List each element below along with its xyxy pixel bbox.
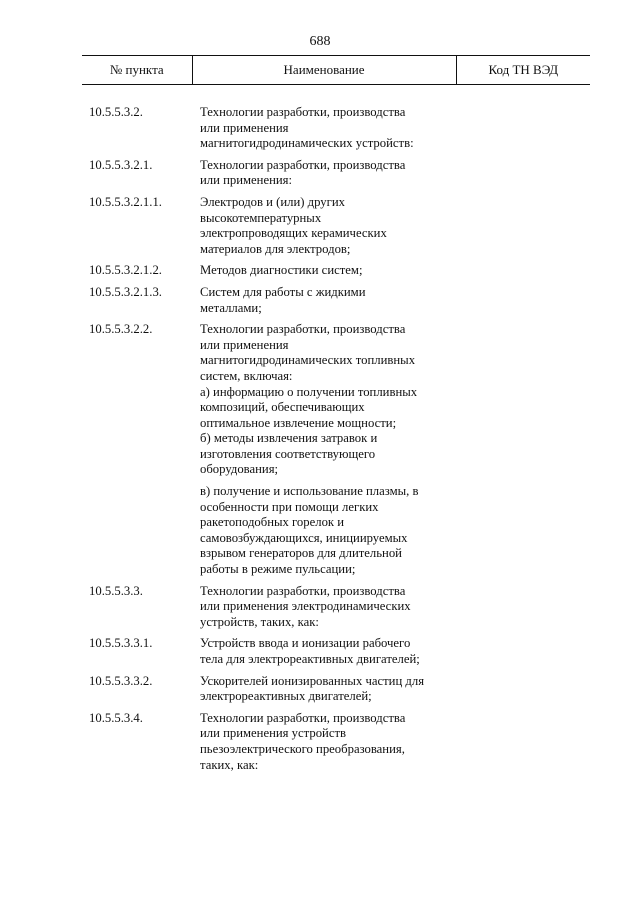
- item-number: 10.5.5.3.3.2.: [89, 673, 153, 688]
- table-row: [0, 195, 640, 257]
- item-name: [200, 105, 460, 152]
- item-name: [200, 674, 460, 705]
- item-name-line: или применения:: [200, 173, 293, 188]
- item-name-line: систем, включая:: [200, 368, 293, 383]
- item-name-line: а) информацию о получении топливных: [200, 384, 418, 399]
- item-name-line: Устройств ввода и ионизации рабочего: [200, 636, 411, 651]
- table-row: [0, 285, 640, 316]
- item-name-line: материалов для электродов;: [200, 241, 351, 256]
- item-number: 10.5.5.3.2.2.: [89, 322, 153, 337]
- item-number: 10.5.5.3.3.: [89, 583, 143, 598]
- item-name-line: Электродов и (или) других: [200, 194, 345, 209]
- item-name-line: ракетоподобных горелок и: [200, 515, 345, 530]
- item-name: [200, 263, 460, 279]
- item-name-paragraph: [200, 263, 460, 279]
- table-row: [0, 105, 640, 152]
- item-name-line: или применения электродинамических: [200, 599, 411, 614]
- item-name: [200, 636, 460, 667]
- item-name: [200, 322, 460, 578]
- item-name-paragraph: [200, 158, 460, 189]
- item-name-line: оптимальное извлечение мощности;: [200, 415, 397, 430]
- item-name-line: изготовления соответствующего: [200, 446, 376, 461]
- item-name: [200, 285, 460, 316]
- table-row: [0, 322, 640, 578]
- table-body: [0, 105, 640, 779]
- item-number: 10.5.5.3.2.1.3.: [89, 284, 162, 299]
- table-row: [0, 636, 640, 667]
- item-name-paragraph: [200, 105, 460, 152]
- item-number: 10.5.5.3.4.: [89, 710, 143, 725]
- item-name: [200, 158, 460, 189]
- item-name-line: высокотемпературных: [200, 210, 322, 225]
- table-row: [0, 158, 640, 189]
- item-name-paragraph: [200, 285, 460, 316]
- item-name: [200, 195, 460, 257]
- item-name-line: тела для электрореактивных двигателей;: [200, 652, 420, 666]
- item-name-paragraph: [200, 674, 460, 705]
- item-name-line: магнитогидродинамических устройств:: [200, 136, 414, 151]
- item-name-line: Систем для работы с жидкими: [200, 284, 366, 299]
- item-name-line: б) методы извлечения затравок и: [200, 431, 378, 446]
- header-item-number: № пункта: [82, 56, 193, 84]
- item-name-line: особенности при помощи легких: [200, 499, 379, 514]
- item-number: 10.5.5.3.2.1.2.: [89, 263, 162, 278]
- table-row: [0, 584, 640, 631]
- item-name-line: или применения: [200, 120, 289, 135]
- item-number: 10.5.5.3.2.1.: [89, 157, 153, 172]
- page-number: 688: [309, 34, 331, 49]
- item-name-line: или применения: [200, 337, 289, 352]
- item-name-line: Технологии разработки, производства: [200, 157, 406, 172]
- item-name-line: магнитогидродинамических топливных: [200, 353, 416, 368]
- table-header: [82, 55, 590, 85]
- item-name-line: Технологии разработки, производства: [200, 583, 406, 598]
- item-number: 10.5.5.3.2.1.1.: [89, 194, 162, 209]
- item-name-paragraph: [200, 195, 460, 257]
- table-row: [0, 263, 640, 279]
- item-name-paragraph: [200, 711, 460, 773]
- item-name-line: электрореактивных двигателей;: [200, 689, 372, 704]
- item-name-line: самовозбуждающихся, инициируемых: [200, 530, 408, 545]
- item-name-line: устройств, таких, как:: [200, 614, 319, 629]
- item-name-line: или применения устройств: [200, 726, 346, 741]
- item-name-line: Технологии разработки, производства: [200, 322, 406, 337]
- header-tn-ved-code: Код ТН ВЭД: [488, 62, 559, 77]
- item-name-line: Ускорителей ионизированных частиц для: [200, 673, 425, 688]
- item-name-line: Методов диагностики систем;: [200, 263, 363, 278]
- item-name-line: работы в режиме пульсации;: [200, 562, 356, 577]
- header-name: Наименование: [193, 56, 457, 84]
- item-name-line: в) получение и использование плазмы, в: [200, 484, 419, 499]
- item-name-line: электропроводящих керамических: [200, 226, 387, 241]
- table-row: [0, 674, 640, 705]
- item-name-line: оборудования;: [200, 462, 279, 477]
- item-name-paragraph: [200, 636, 460, 667]
- item-name-line: Технологии разработки, производства: [200, 105, 406, 119]
- item-name-paragraph: [200, 584, 460, 631]
- item-name-line: композиций, обеспечивающих: [200, 400, 365, 415]
- item-number: 10.5.5.3.2.: [89, 105, 143, 119]
- item-name-line: взрывом генераторов для длительной: [200, 546, 402, 561]
- item-name-line: металлами;: [200, 300, 262, 315]
- item-name: [200, 584, 460, 631]
- item-name-line: пьезоэлектрического преобразования,: [200, 741, 405, 756]
- item-name-paragraph: [200, 484, 460, 578]
- item-name-line: Технологии разработки, производства: [200, 710, 406, 725]
- item-name-line: таких, как:: [200, 757, 259, 772]
- item-number: 10.5.5.3.3.1.: [89, 636, 153, 651]
- item-name-paragraph: [200, 322, 460, 478]
- item-name: [200, 711, 460, 773]
- table-row: [0, 711, 640, 773]
